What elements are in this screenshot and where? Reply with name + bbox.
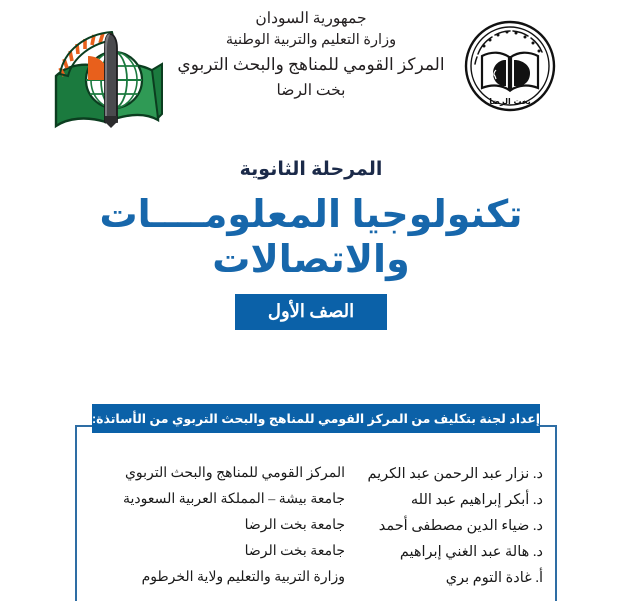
committee-heading-bar	[92, 404, 540, 433]
member-organization: المركز القومي للمناهج والبحث التربوي	[124, 466, 345, 481]
ministry-book-globe-pen-logo	[48, 18, 172, 134]
header-authority-text	[168, 8, 454, 102]
table-row	[0, 487, 622, 513]
seal-caption: بخت الرضا	[489, 97, 531, 106]
grade-badge: الصف الأول	[235, 294, 387, 330]
table-row	[0, 539, 622, 565]
grade-badge-wrapper	[0, 294, 622, 330]
subject-title-line-2: والاتصالات	[212, 238, 410, 281]
committee-section	[0, 404, 622, 604]
member-name: د. نزار عبد الرحمن عبد الكريم	[367, 466, 543, 482]
committee-heading-text: إعداد لجنة بتكليف من المركز القومي للمناهج والبحث التربوي من الأساتذة:	[91, 412, 541, 426]
header-line-country: جمهورية السودان	[255, 10, 367, 27]
curriculum-center-circular-seal	[462, 18, 558, 118]
subject-title-line-1: تكنولوجيا المعلومــــات	[99, 194, 523, 236]
member-name: د. هالة عبد الغني إبراهيم	[399, 544, 543, 560]
education-stage-label: المرحلة الثانوية	[239, 159, 383, 180]
table-row	[0, 513, 622, 539]
table-row	[0, 565, 622, 591]
table-row	[0, 461, 622, 487]
committee-member-list	[0, 461, 622, 591]
header-line-center: المركز القومي للمناهج والبحث التربوي	[177, 54, 445, 74]
member-organization: جامعة بيشة – المملكة العربية السعودية	[122, 492, 345, 507]
member-name: أ. غادة التوم بري	[445, 570, 543, 586]
member-name: د. أبكر إبراهيم عبد الله	[410, 492, 543, 508]
cover-header	[0, 0, 622, 140]
member-organization: جامعة بخت الرضا	[244, 544, 345, 559]
member-name: د. ضياء الدين مصطفى أحمد	[378, 518, 543, 534]
header-line-location: بخت الرضا	[276, 81, 346, 99]
bracket-arm-left	[75, 425, 93, 427]
header-line-ministry: وزارة التعليم والتربية الوطنية	[225, 32, 397, 48]
subject-title	[0, 193, 622, 283]
member-organization: جامعة بخت الرضا	[244, 518, 345, 533]
cover-title-block	[0, 160, 622, 330]
member-organization: وزارة التربية والتعليم ولاية الخرطوم	[141, 570, 345, 585]
